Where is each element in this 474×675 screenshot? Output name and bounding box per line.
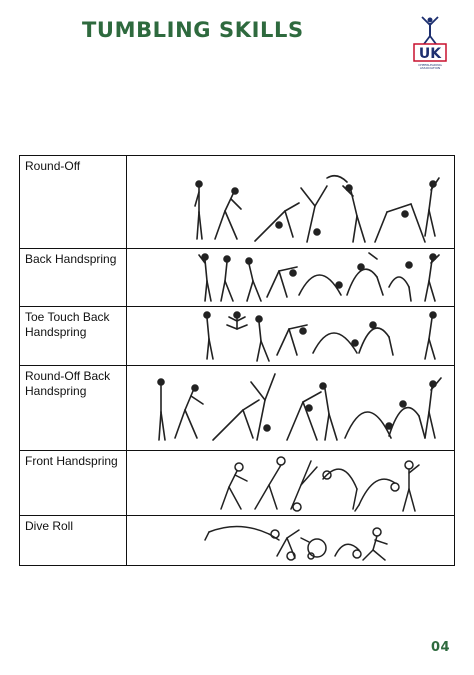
skill-label-cell <box>20 516 127 566</box>
skill-illustration <box>127 516 455 566</box>
skill-label: Dive Roll <box>25 519 74 533</box>
skill-label-cell <box>20 366 127 451</box>
skill-label: Round-Off <box>25 159 81 173</box>
page-title: TUMBLING SKILLS <box>82 18 304 42</box>
front-handspring-sequence-illustration <box>127 451 456 515</box>
svg-text:UK: UK <box>418 46 442 62</box>
skill-row <box>20 451 455 516</box>
skill-label: Front Handspring <box>25 454 118 468</box>
skill-row <box>20 156 455 249</box>
skill-illustration <box>127 307 455 366</box>
uk-cheerleading-logo <box>408 14 452 74</box>
toe-touch-back-handspring-sequence-illustration <box>127 307 456 365</box>
back-handspring-sequence-illustration <box>127 249 456 306</box>
skill-row <box>20 249 455 307</box>
skill-label-cell <box>20 307 127 366</box>
skill-label: Back Handspring <box>25 252 117 266</box>
skill-label-cell <box>20 451 127 516</box>
skill-label-cell <box>20 249 127 307</box>
skill-label: Round-Off Back Handspring <box>25 369 111 398</box>
skill-row <box>20 307 455 366</box>
skills-table <box>19 155 455 566</box>
logo-subtext: CHEERLEADING ASSOCIATION <box>418 63 442 70</box>
skill-illustration <box>127 366 455 451</box>
skill-illustration <box>127 156 455 249</box>
round-off-back-handspring-sequence-illustration <box>127 366 456 450</box>
skill-label: Toe Touch Back Handspring <box>25 310 110 339</box>
dive-roll-sequence-illustration <box>127 516 456 565</box>
page-number: 04 <box>431 640 451 655</box>
skill-row <box>20 366 455 451</box>
skill-illustration <box>127 451 455 516</box>
skill-illustration <box>127 249 455 307</box>
skill-row <box>20 516 455 566</box>
round-off-sequence-illustration <box>127 156 456 248</box>
skill-label-cell <box>20 156 127 249</box>
